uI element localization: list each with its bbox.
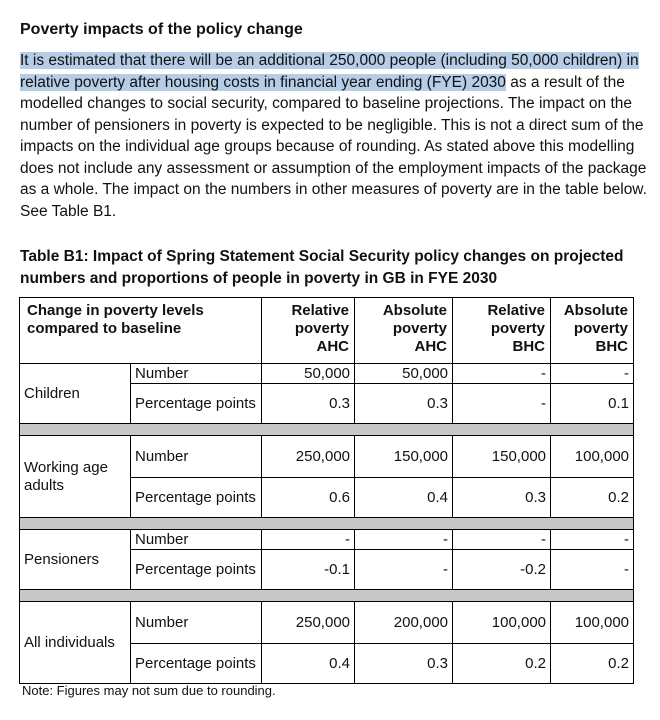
table-cell: 150,000 xyxy=(355,436,453,478)
table-cell: 100,000 xyxy=(551,436,634,478)
table-cell: 0.4 xyxy=(355,478,453,518)
row-label: Number xyxy=(131,364,262,384)
table-cell: - xyxy=(355,550,453,590)
header-col: Relative poverty BHC xyxy=(453,298,551,364)
table-row xyxy=(20,602,634,644)
table-cell: 100,000 xyxy=(551,602,634,644)
row-label: Number xyxy=(131,530,262,550)
table-cell: -0.2 xyxy=(453,550,551,590)
table-cell: 0.3 xyxy=(355,384,453,424)
table-row xyxy=(20,436,634,478)
table-cell: 0.6 xyxy=(262,478,355,518)
table-row xyxy=(20,364,634,384)
table-note: Note: Figures may not sum due to rounding. xyxy=(22,683,276,698)
table-cell: 250,000 xyxy=(262,602,355,644)
highlighted-text[interactable]: It is estimated that there will be an additional 250,000 people (including 50,000 children) in relative poverty after housing costs in financial year ending (FYE) 2030 xyxy=(20,52,639,91)
separator-row xyxy=(20,424,634,436)
row-label: Number xyxy=(131,602,262,644)
group-label: Working age adults xyxy=(20,436,131,518)
table-cell: -0.1 xyxy=(262,550,355,590)
table-cell: 0.3 xyxy=(355,644,453,684)
header-first: Change in poverty levels compared to baseline xyxy=(20,298,262,364)
poverty-impact-table xyxy=(19,297,634,684)
table-cell: - xyxy=(262,530,355,550)
table-cell: 0.2 xyxy=(551,644,634,684)
separator-row xyxy=(20,590,634,602)
table-cell: 150,000 xyxy=(453,436,551,478)
table-cell: 50,000 xyxy=(262,364,355,384)
table-cell: 0.3 xyxy=(453,478,551,518)
row-label: Number xyxy=(131,436,262,478)
table-cell: 0.1 xyxy=(551,384,634,424)
table-cell: 0.3 xyxy=(262,384,355,424)
table-cell: - xyxy=(453,364,551,384)
table-cell: 0.2 xyxy=(453,644,551,684)
row-label: Percentage points xyxy=(131,644,262,684)
row-label: Percentage points xyxy=(131,478,262,518)
table-row xyxy=(20,530,634,550)
row-label: Percentage points xyxy=(131,550,262,590)
body-paragraph xyxy=(20,50,648,222)
separator-row xyxy=(20,518,634,530)
header-col: Absolute poverty BHC xyxy=(551,298,634,364)
paragraph-text: as a result of the modelled changes to social security, compared to baseline projections. The impact on the number of pensioners in poverty is expected to be negligible. This is not a direct sum of the impacts on the individual age groups because of rounding. As stated above this modelling does not include any assessment or assumption of the employment impacts of the package as a whole. The impact on the numbers in other measures of poverty are in the table below. See Table B1. xyxy=(20,73,647,220)
table-cell: - xyxy=(453,530,551,550)
group-label: All individuals xyxy=(20,602,131,684)
table-cell: - xyxy=(355,530,453,550)
table-header-row xyxy=(20,298,634,364)
table-cell: - xyxy=(551,364,634,384)
table-title: Table B1: Impact of Spring Statement Social Security policy changes on projected numbers and proportions of people in poverty in GB in FYE 2030 xyxy=(20,248,624,287)
table-cell: 100,000 xyxy=(453,602,551,644)
table-cell: 0.2 xyxy=(551,478,634,518)
table-cell: - xyxy=(551,550,634,590)
table-cell: 200,000 xyxy=(355,602,453,644)
section-heading: Poverty impacts of the policy change xyxy=(20,21,303,38)
header-col: Absolute poverty AHC xyxy=(355,298,453,364)
group-label: Pensioners xyxy=(20,530,131,590)
table-cell: - xyxy=(551,530,634,550)
table-cell: 50,000 xyxy=(355,364,453,384)
table-cell: 0.4 xyxy=(262,644,355,684)
header-col: Relative poverty AHC xyxy=(262,298,355,364)
row-label: Percentage points xyxy=(131,384,262,424)
table-cell: 250,000 xyxy=(262,436,355,478)
table-cell: - xyxy=(453,384,551,424)
group-label: Children xyxy=(20,364,131,424)
